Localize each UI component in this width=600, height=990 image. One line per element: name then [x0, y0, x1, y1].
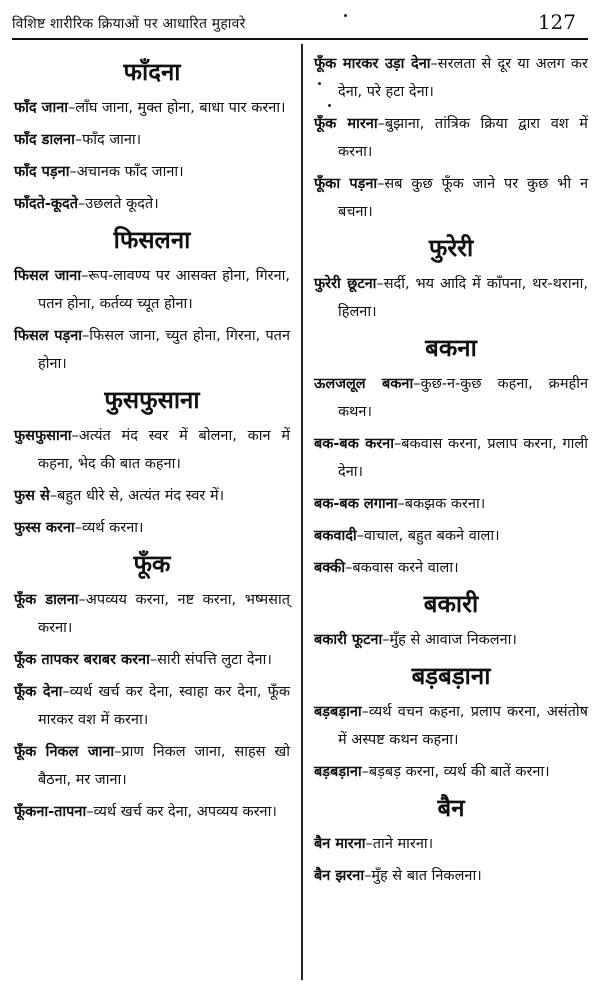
separator: – [393, 436, 402, 452]
scan-speck [344, 14, 347, 17]
idiom-entry [314, 490, 588, 518]
separator: – [149, 652, 158, 668]
section [314, 660, 588, 786]
separator: – [377, 176, 385, 192]
page-header [0, 0, 600, 40]
separator: – [430, 56, 438, 72]
section [314, 232, 588, 326]
idiom-entry [14, 646, 290, 674]
idiom-entry [14, 738, 290, 794]
separator: – [49, 488, 58, 504]
separator: – [82, 328, 90, 344]
idiom-entry [314, 370, 588, 426]
idiom-entry [314, 758, 588, 786]
section-heading: फिसलना [113, 226, 191, 254]
idiom-term: बड़बड़ाना [314, 764, 362, 780]
idiom-entry [314, 698, 588, 754]
idiom-entry [14, 798, 290, 826]
idiom-entry [314, 522, 588, 550]
separator: – [377, 116, 385, 132]
idiom-meaning: व्यर्थ खर्च कर देना, अपव्यय करना। [93, 804, 277, 820]
idiom-term: बक-बक करना [314, 436, 394, 452]
idiom-entry [14, 482, 290, 510]
column-divider [301, 44, 303, 980]
idiom-term: बकवादी [314, 528, 357, 544]
idiom-term: फूँक डालना [14, 592, 79, 608]
idiom-entry [314, 110, 588, 166]
idiom-entry [14, 586, 290, 642]
idiom-meaning: प्राण निकल जाना, साहस खो बैठना, मर जाना। [38, 744, 290, 788]
idiom-meaning: बड़बड़ करना, व्यर्थ की बातें करना। [368, 764, 550, 780]
idiom-meaning: वाचाल, बहुत बकने वाला। [363, 528, 500, 544]
idiom-entry [314, 862, 588, 890]
idiom-term: बैन झरना [314, 868, 365, 884]
separator: – [376, 276, 384, 292]
idiom-term: फूँक निकल जाना [14, 744, 115, 760]
section-heading: फुसफुसाना [104, 386, 200, 414]
idiom-term: बक्की [314, 560, 346, 576]
idiom-term: फाँदते-कूदते [14, 196, 79, 212]
idiom-entry [314, 170, 588, 226]
idiom-term: बकारी फूटना [314, 632, 383, 648]
separator: – [78, 196, 86, 212]
idiom-meaning: अत्यंत मंद स्वर में बोलना, कान में कहना, भेद की बात कहना। [38, 428, 290, 472]
idiom-meaning: मुँह से बात निकलना। [371, 868, 482, 884]
separator: – [68, 100, 76, 116]
left-column [14, 50, 290, 830]
idiom-meaning: बुझाना, तांत्रिक क्रिया द्वारा वश में करना। [338, 116, 588, 160]
separator: – [74, 132, 83, 148]
idiom-entry [14, 322, 290, 378]
idiom-term: फूँक मारना [314, 116, 378, 132]
idiom-entry [14, 678, 290, 734]
idiom-term: फाँद डालना [14, 132, 75, 148]
idiom-meaning: बकवास करना, प्रलाप करना, गाली देना। [338, 436, 588, 480]
separator: – [114, 744, 122, 760]
separator: – [78, 592, 86, 608]
idiom-meaning: अपव्यय करना, नष्ट करना, भष्मसात् करना। [38, 592, 290, 636]
idiom-entry [314, 626, 588, 654]
idiom-meaning: लाँघ जाना, मुक्त होना, बाधा पार करना। [75, 100, 286, 116]
idiom-term: फिसल जाना [14, 268, 82, 284]
idiom-entry [14, 94, 290, 122]
separator: – [62, 684, 70, 700]
section [14, 224, 290, 378]
section-heading: बैन [437, 794, 465, 822]
idiom-meaning: सब कुछ फूँक जाने पर कुछ भी न बचना। [338, 176, 588, 220]
section-heading: फुरेरी [428, 234, 474, 262]
idiom-entry [14, 158, 290, 186]
idiom-meaning: सरलता से दूर या अलग कर देना, परे हटा देना। [338, 56, 588, 100]
idiom-meaning: फाँद जाना। [82, 132, 142, 148]
separator: – [345, 560, 353, 576]
idiom-meaning: उछलते कूदते। [85, 196, 159, 212]
section [14, 548, 290, 826]
idiom-term: बैन मारना [314, 836, 366, 852]
idiom-term: फुस्स करना [14, 520, 75, 536]
idiom-meaning: व्यर्थ करना। [81, 520, 144, 536]
section-heading: बकारी [423, 590, 479, 618]
idiom-term: फुरेरी छूटना [314, 276, 377, 292]
header-rule [12, 38, 588, 40]
separator: – [71, 428, 79, 444]
idiom-entry [14, 126, 290, 154]
idiom-meaning: बकवास करने वाला। [352, 560, 459, 576]
idiom-entry [314, 430, 588, 486]
scan-speck [318, 82, 321, 85]
idiom-meaning: अचानक फाँद जाना। [76, 164, 184, 180]
section [14, 56, 290, 218]
idiom-meaning: व्यर्थ खर्च कर देना, स्वाहा कर देना, फूँक मारकर वश में करना। [38, 684, 290, 728]
idiom-term: बक-बक लगाना [314, 496, 398, 512]
separator: – [365, 836, 373, 852]
idiom-meaning: मुँह से आवाज निकलना। [389, 632, 517, 648]
idiom-meaning: सारी संपत्ति लुटा देना। [157, 652, 272, 668]
separator: – [81, 268, 89, 284]
idiom-entry [314, 554, 588, 582]
section [314, 588, 588, 654]
idiom-term: फूँक देना [14, 684, 63, 700]
idiom-meaning: फिसल जाना, च्युत होना, गिरना, पतन होना। [38, 328, 290, 372]
idiom-term: फूँकना-तापना [14, 804, 87, 820]
idiom-term: ऊलजलूल बकना [314, 376, 414, 392]
idiom-entry [14, 190, 290, 218]
page-number: 127 [537, 10, 576, 34]
separator: – [86, 804, 94, 820]
idiom-term: फाँद पड़ना [14, 164, 70, 180]
idiom-entry [314, 830, 588, 858]
idiom-term: फूँक तापकर बराबर करना [14, 652, 150, 668]
separator: – [397, 496, 405, 512]
running-header-title: विशिष्ट शारीरिक क्रियाओं पर आधारित मुहावरे [12, 16, 246, 32]
scan-speck [328, 104, 331, 107]
separator: – [356, 528, 364, 544]
idiom-term: फुसफुसाना [14, 428, 72, 444]
idiom-term: फूँका पड़ना [314, 176, 378, 192]
idiom-meaning: रूप-लावण्य पर आसक्त होना, गिरना, पतन होना, कर्तव्य च्यूत होना। [38, 268, 291, 312]
section-heading: फाँदना [123, 58, 181, 86]
idiom-term: फाँद जाना [14, 100, 68, 116]
right-column [314, 50, 588, 894]
idiom-term: बड़बड़ाना [314, 704, 362, 720]
idiom-entry [14, 262, 290, 318]
section-continued [314, 50, 588, 226]
idiom-term: फुस से [14, 488, 50, 504]
separator: – [361, 764, 369, 780]
idiom-term: फिसल पड़ना [14, 328, 83, 344]
idiom-meaning: ताने मारना। [372, 836, 434, 852]
idiom-entry [14, 514, 290, 542]
idiom-entry [14, 422, 290, 478]
idiom-meaning: बकझक करना। [404, 496, 486, 512]
section-heading: फूँक [133, 550, 171, 578]
separator: – [361, 704, 369, 720]
section-heading: बड़बड़ाना [411, 662, 491, 690]
separator: – [382, 632, 390, 648]
separator: – [364, 868, 372, 884]
section [14, 384, 290, 542]
separator: – [413, 376, 421, 392]
separator: – [69, 164, 77, 180]
idiom-meaning: सर्दी, भय आदि में काँपना, थर-थराना, हिलना। [338, 276, 589, 320]
idiom-entry [314, 50, 588, 106]
idiom-entry [314, 270, 588, 326]
idiom-meaning: व्यर्थ वचन कहना, प्रलाप करना, असंतोष में अस्पष्ट कथन कहना। [338, 704, 588, 748]
idiom-term: फूँक मारकर उड़ा देना [314, 56, 431, 72]
section-heading: बकना [425, 334, 477, 362]
separator: – [74, 520, 82, 536]
section [314, 332, 588, 582]
section [314, 792, 588, 890]
idiom-meaning: बहुत धीरे से, अत्यंत मंद स्वर में। [57, 488, 225, 504]
idiom-meaning: कुछ-न-कुछ कहना, क्रमहीन कथन। [338, 376, 588, 420]
